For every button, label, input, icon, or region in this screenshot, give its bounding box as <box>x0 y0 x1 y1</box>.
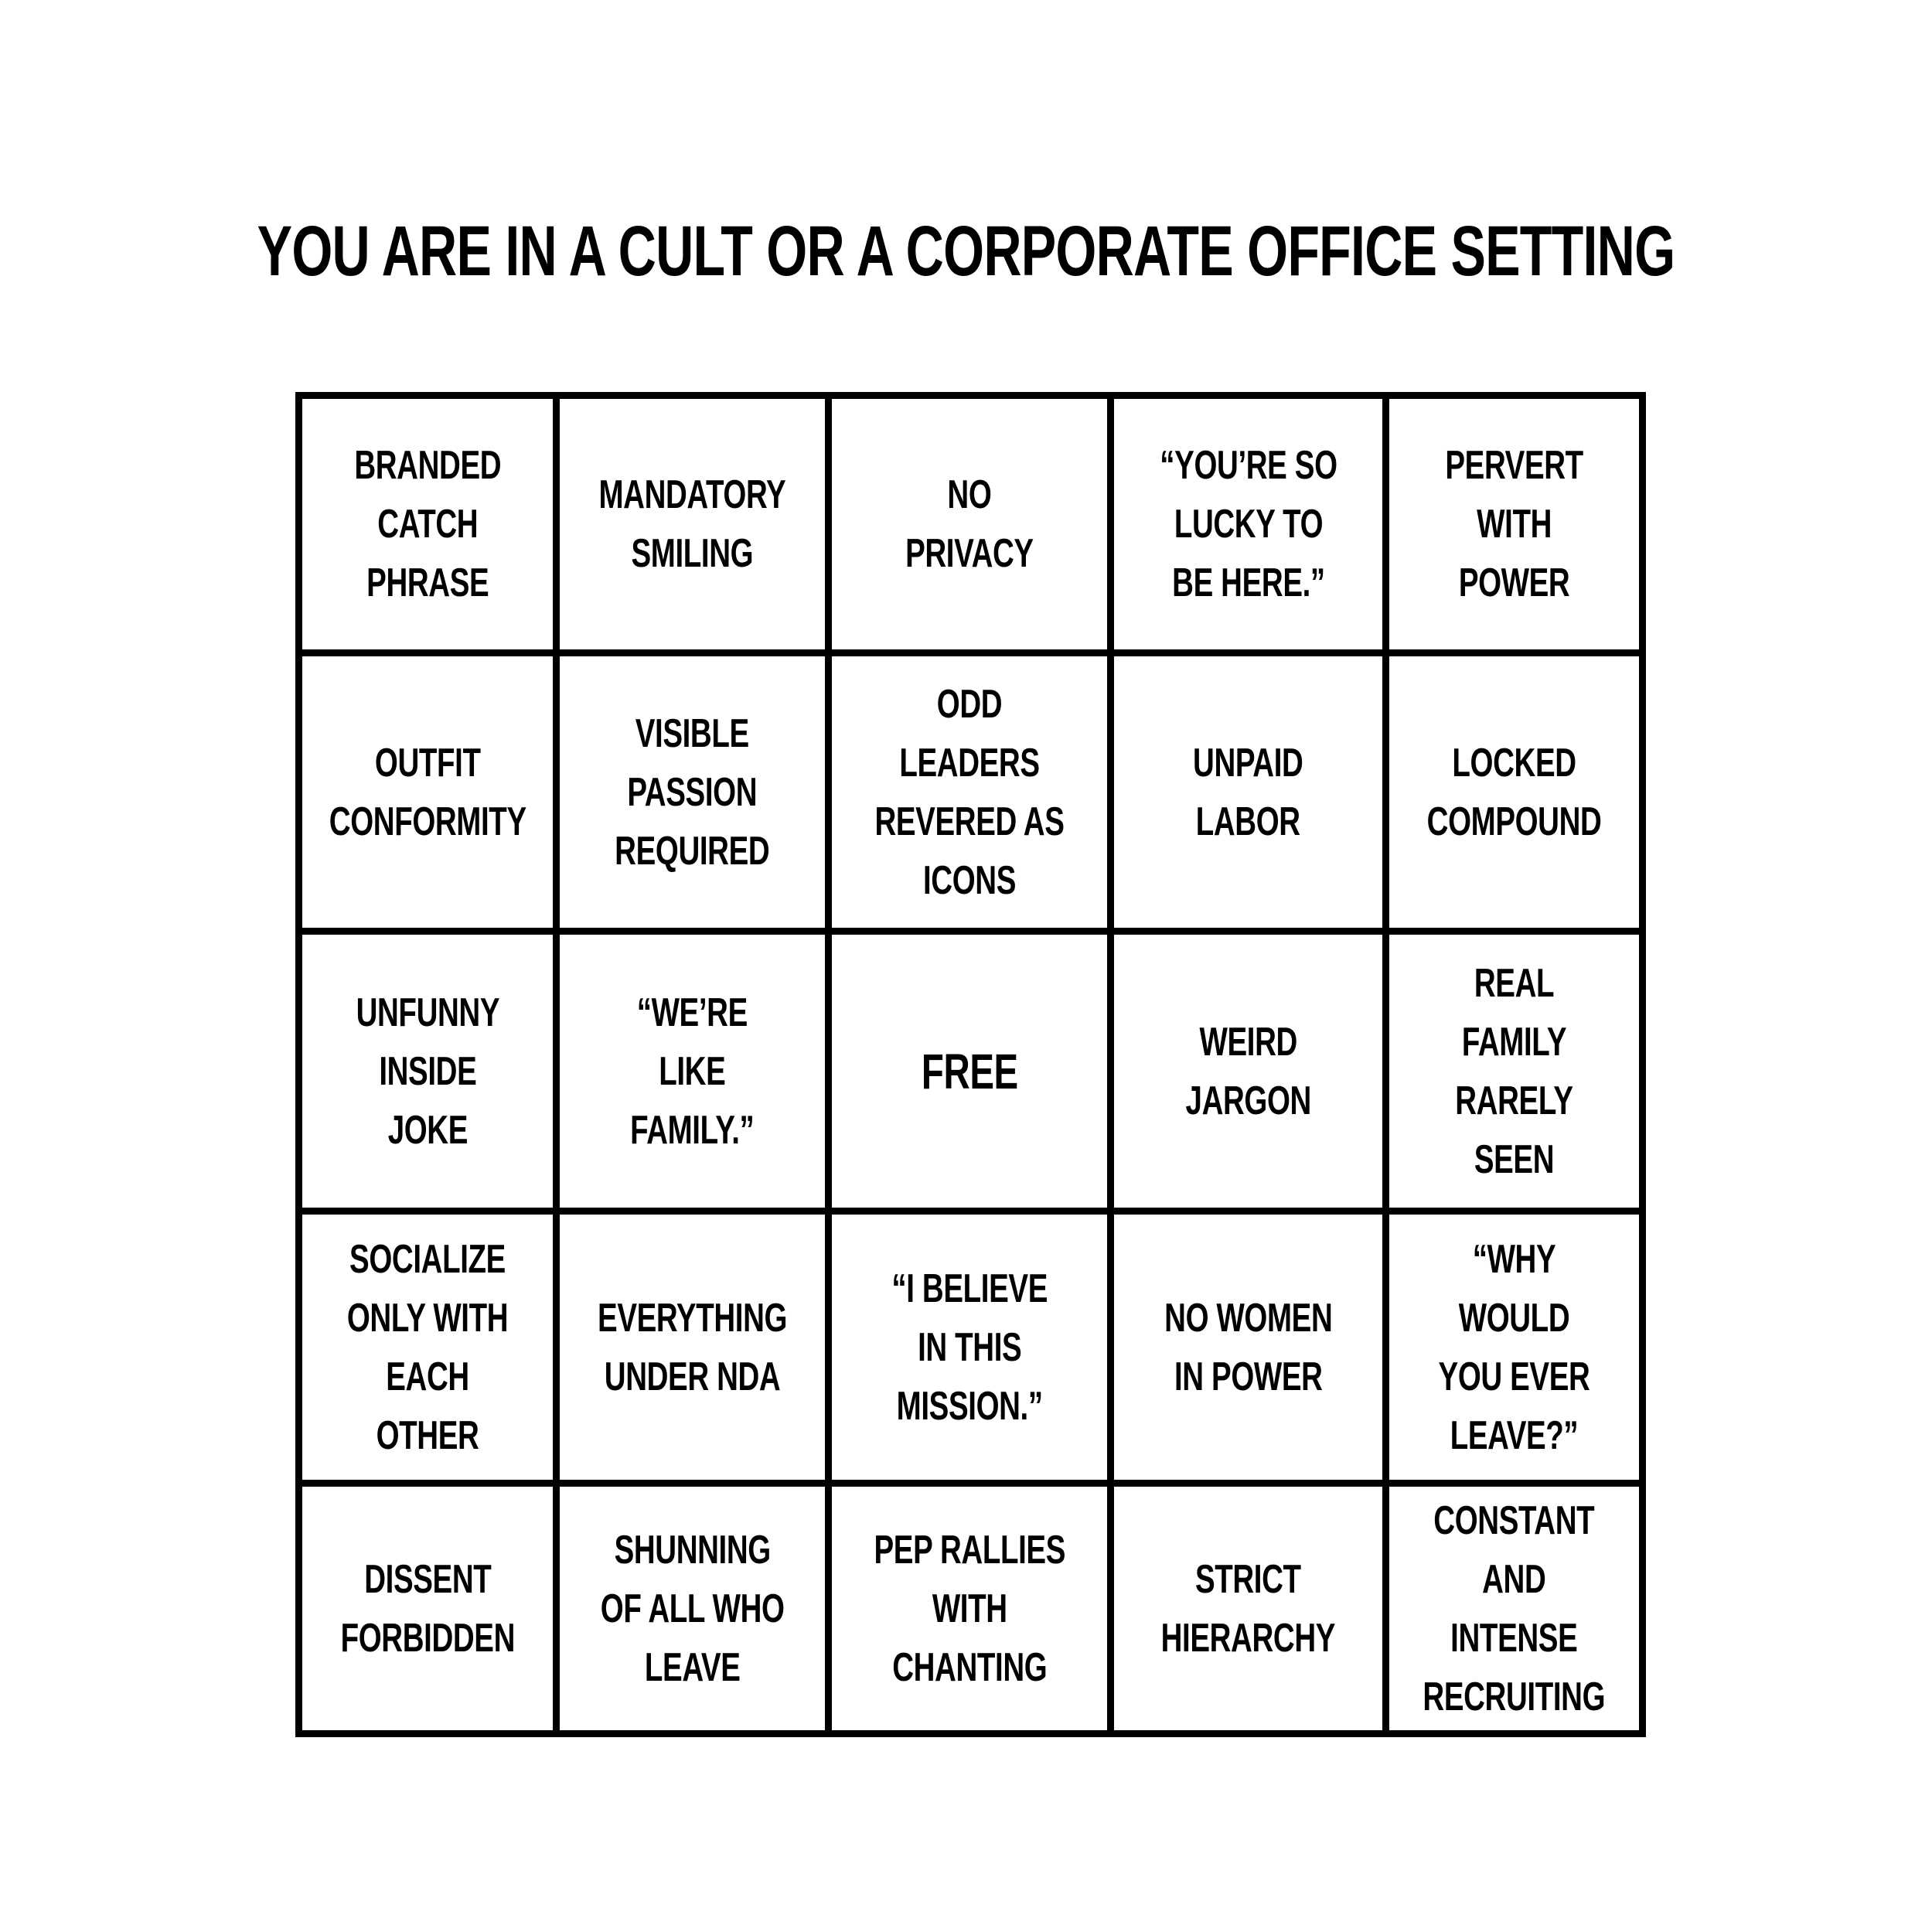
bingo-cell <box>560 935 825 1208</box>
bingo-cell-label: “YOU’RE SO LUCKY TO BE HERE.” <box>1159 443 1337 605</box>
bingo-cell-label: NO PRIVACY <box>905 472 1034 576</box>
bingo-cell-label: “I BELIEVE IN THIS MISSION.” <box>891 1266 1048 1429</box>
bingo-cell-label: “WE’RE LIKE FAMILY.” <box>630 990 755 1153</box>
bingo-cell-label: EVERYTHING UNDER NDA <box>597 1295 788 1399</box>
bingo-cell-label: CONSTANT AND INTENSE RECRUITING <box>1423 1498 1606 1719</box>
bingo-cell-label: DISSENT FORBIDDEN <box>340 1556 515 1661</box>
bingo-cell-label: SOCIALIZE ONLY WITH EACH OTHER <box>346 1236 509 1458</box>
bingo-cell <box>1114 1215 1382 1480</box>
page-title: YOU ARE IN A CULT OR A CORPORATE OFFICE SETTING <box>257 212 1675 291</box>
grid-line <box>302 928 1639 935</box>
bingo-cell <box>302 1487 553 1730</box>
bingo-cell <box>560 656 825 928</box>
bingo-cell-label: ODD LEADERS REVERED AS ICONS <box>874 681 1065 903</box>
bingo-cell <box>832 1215 1107 1480</box>
bingo-cell-label: STRICT HIERARCHY <box>1160 1556 1336 1661</box>
bingo-cell <box>1114 1487 1382 1730</box>
bingo-cell <box>560 1487 825 1730</box>
bingo-cell <box>302 399 553 649</box>
bingo-cell-label: PERVERT WITH POWER <box>1445 443 1583 605</box>
bingo-cell-label: FREE <box>921 1043 1018 1099</box>
bingo-cell <box>302 1215 553 1480</box>
grid-line <box>302 1208 1639 1215</box>
bingo-cell-label: SHUNNING OF ALL WHO LEAVE <box>600 1527 785 1690</box>
bingo-cell <box>1389 935 1639 1208</box>
bingo-cell <box>832 1487 1107 1730</box>
grid-line <box>825 399 832 1730</box>
bingo-cell <box>1389 399 1639 649</box>
bingo-cell <box>302 935 553 1208</box>
grid-line <box>553 399 560 1730</box>
bingo-cell-free <box>832 935 1107 1208</box>
bingo-cell-label: OUTFIT CONFORMITY <box>329 740 526 844</box>
bingo-board <box>295 392 1646 1737</box>
bingo-cell-label: BRANDED CATCH PHRASE <box>354 443 501 605</box>
grid-line <box>302 649 1639 656</box>
bingo-cell-label: MANDATORY SMILING <box>598 472 786 576</box>
grid-line <box>302 1480 1639 1487</box>
bingo-cell <box>560 399 825 649</box>
bingo-cell-label: UNFUNNY INSIDE JOKE <box>356 990 499 1153</box>
bingo-cell-label: LOCKED COMPOUND <box>1426 740 1602 844</box>
bingo-cell <box>1389 1487 1639 1730</box>
bingo-cell <box>1389 656 1639 928</box>
bingo-cell-label: WEIRD JARGON <box>1185 1019 1311 1123</box>
bingo-cell <box>1389 1215 1639 1480</box>
bingo-cell <box>1114 656 1382 928</box>
bingo-cell-label: PEP RALLIES WITH CHANTING <box>874 1527 1065 1690</box>
grid-line <box>1382 399 1389 1730</box>
bingo-cell-label: VISIBLE PASSION REQUIRED <box>615 710 770 874</box>
bingo-cell-label: REAL FAMILY RARELY SEEN <box>1455 960 1573 1182</box>
bingo-cell-label: UNPAID LABOR <box>1193 740 1303 844</box>
bingo-cell <box>302 656 553 928</box>
bingo-cell-label: “WHY WOULD YOU EVER LEAVE?” <box>1438 1236 1590 1458</box>
bingo-cell <box>832 399 1107 649</box>
grid-line <box>1107 399 1114 1730</box>
bingo-cell <box>560 1215 825 1480</box>
bingo-cell <box>1114 399 1382 649</box>
bingo-cell <box>832 656 1107 928</box>
bingo-cell-label: NO WOMEN IN POWER <box>1164 1295 1333 1399</box>
bingo-cell <box>1114 935 1382 1208</box>
